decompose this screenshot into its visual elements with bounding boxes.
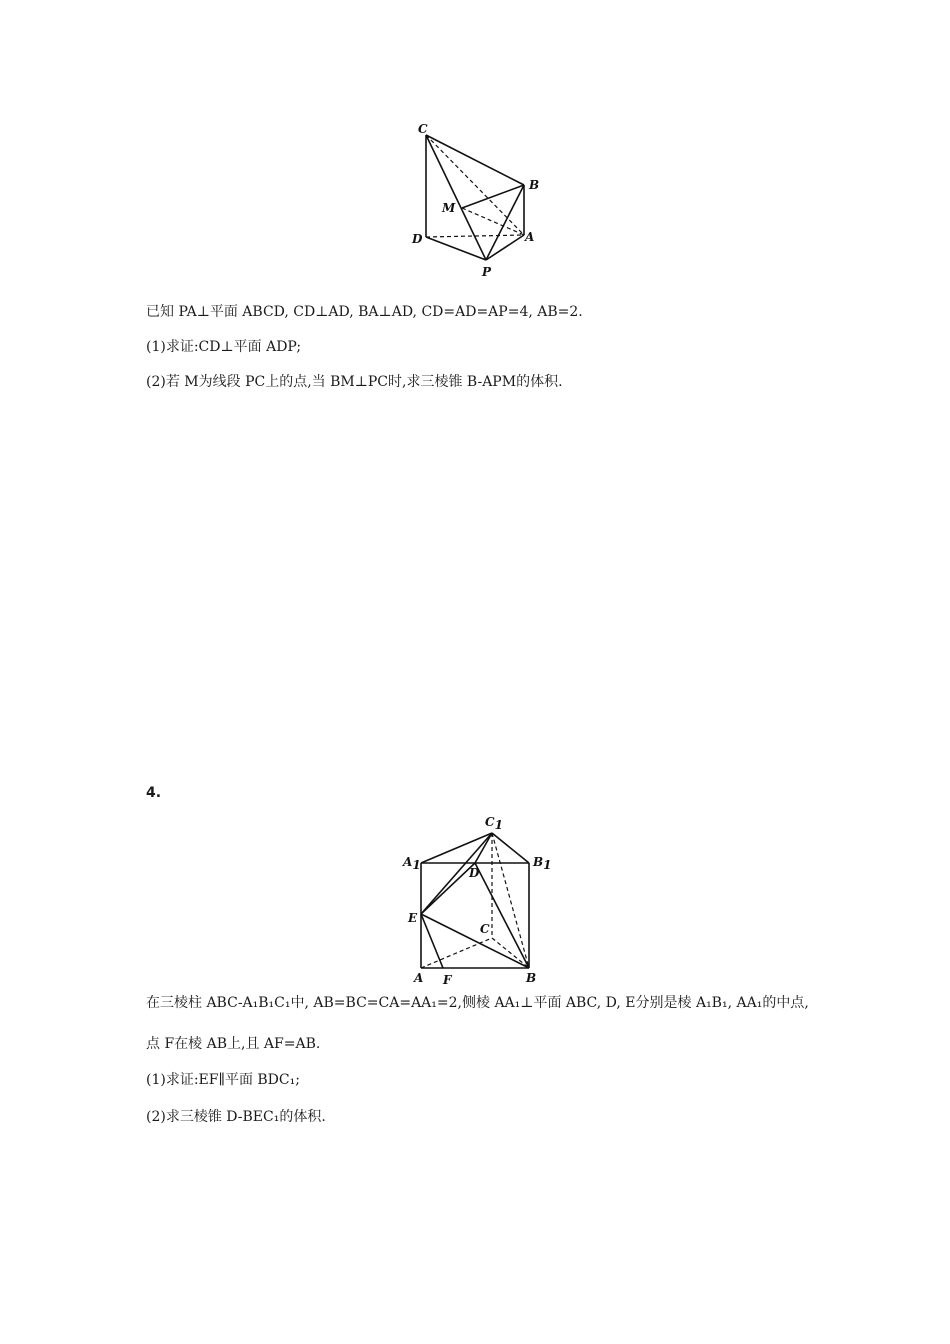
- edge-EB: [421, 914, 529, 968]
- label-C: C: [480, 922, 490, 936]
- label-B: B: [529, 178, 540, 192]
- label-C1: C1: [485, 815, 503, 832]
- label-C: C: [418, 122, 428, 136]
- label-M: M: [442, 201, 456, 215]
- label-P: P: [482, 265, 492, 279]
- problem4-question2: (2)求三棱锥 D-BEC₁的体积.: [146, 1109, 326, 1125]
- label-E: E: [408, 911, 418, 925]
- edge-ED: [421, 863, 475, 914]
- edge-CB: [426, 135, 524, 185]
- label-B1: B1: [533, 855, 552, 872]
- label-F: F: [443, 973, 452, 987]
- label-D: D: [412, 232, 423, 246]
- problem3-question2: (2)若 M为线段 PC上的点,当 BM⊥PC时,求三棱锥 B-APM的体积.: [146, 374, 563, 390]
- label-B: B: [526, 971, 537, 985]
- edge-DB: [475, 863, 529, 968]
- label-A: A: [414, 971, 424, 985]
- problem3-statement: 已知 PA⊥平面 ABCD, CD⊥AD, BA⊥AD, CD=AD=AP=4, AB=2.: [146, 304, 583, 320]
- edge-AC-hidden: [421, 938, 492, 968]
- edge-A1C1: [421, 833, 492, 863]
- problem4-statement: 在三棱柱 ABC-A₁B₁C₁中, AB=BC=CA=AA₁=2,侧棱 AA₁⊥平面 ABC, D, E分别是棱 A₁B₁, AA₁的中点,: [146, 995, 809, 1011]
- edge-EC1: [421, 833, 492, 914]
- edge-C1B-hidden: [492, 833, 529, 968]
- edge-C1B1: [492, 833, 529, 863]
- edge-CA-hidden: [426, 135, 524, 235]
- problem4-statement-cont: 点 F在棱 AB上,且 AF=AB.: [146, 1036, 321, 1052]
- problem3-question1: (1)求证:CD⊥平面 ADP;: [146, 339, 302, 355]
- edge-EF: [421, 914, 443, 968]
- problem4-number: 4.: [146, 785, 162, 801]
- edge-C1D: [475, 833, 492, 863]
- label-A: A: [525, 230, 535, 244]
- label-D: D: [469, 866, 480, 880]
- pyramid-figure: [400, 115, 560, 285]
- label-A1: A1: [403, 855, 421, 872]
- prism-figure: [395, 808, 560, 988]
- problem4-question1: (1)求证:EF∥平面 BDC₁;: [146, 1072, 300, 1088]
